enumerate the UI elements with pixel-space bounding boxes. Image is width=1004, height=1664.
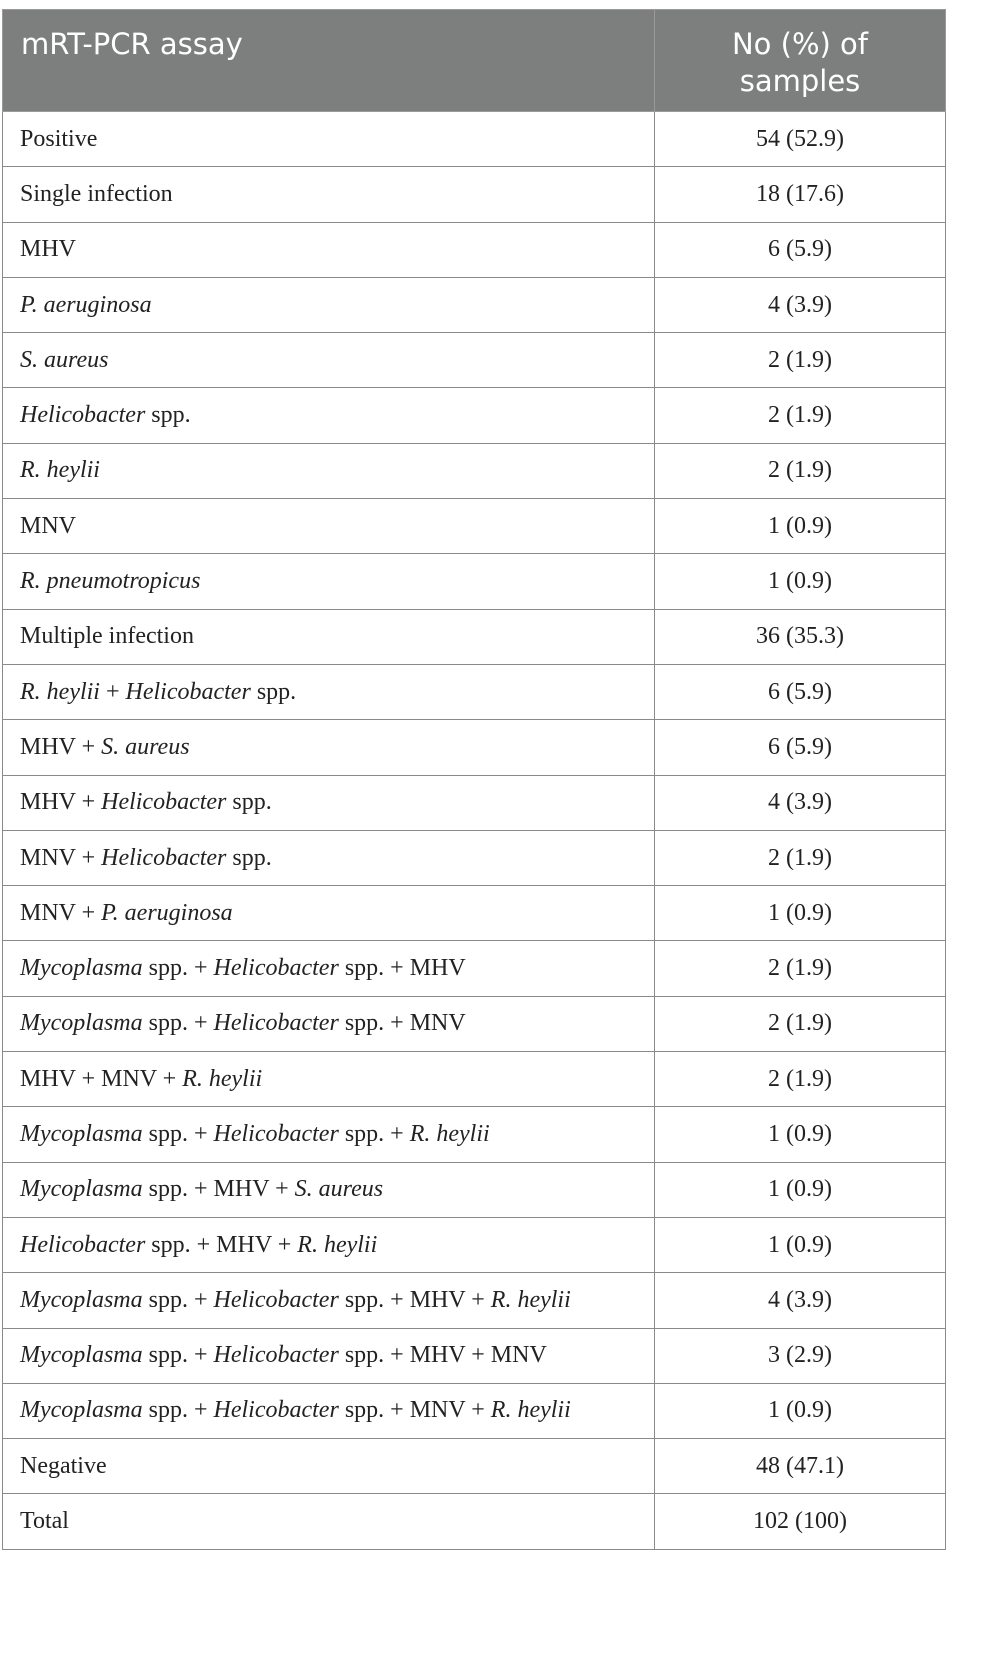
row-label <box>3 277 655 332</box>
row-label <box>3 996 655 1051</box>
label-segment: MHV <box>20 236 77 263</box>
label-segment: MNV + <box>20 899 102 926</box>
row-value: 1 (0.9) <box>655 886 946 941</box>
label-segment-italic: R. heylii <box>409 1120 490 1147</box>
table-row <box>3 720 946 775</box>
label-segment: Single infection <box>20 180 173 207</box>
row-label <box>3 499 655 554</box>
row-label <box>3 222 655 277</box>
table-row <box>3 830 946 885</box>
row-label <box>3 1494 655 1549</box>
label-segment: spp. + <box>142 1120 214 1147</box>
label-segment-italic: P. aeruginosa <box>20 291 152 318</box>
label-segment-italic: Helicobacter <box>213 1342 339 1369</box>
table-header <box>3 10 946 112</box>
label-segment: MHV + MNV + <box>20 1065 183 1092</box>
row-value: 3 (2.9) <box>655 1328 946 1383</box>
label-segment: spp. + MHV + <box>142 1176 295 1203</box>
row-value: 1 (0.9) <box>655 1217 946 1272</box>
label-segment: Total <box>20 1508 69 1535</box>
row-value: 1 (0.9) <box>655 1107 946 1162</box>
table-row <box>3 664 946 719</box>
table-row <box>3 1107 946 1162</box>
label-segment: MHV + <box>20 789 102 816</box>
label-segment-italic: R. heylii <box>182 1065 263 1092</box>
header-samples-line2: samples <box>739 64 861 98</box>
label-segment-italic: Mycoplasma <box>20 1286 143 1313</box>
label-segment-italic: S. aureus <box>20 346 109 373</box>
row-value: 6 (5.9) <box>655 222 946 277</box>
row-value: 1 (0.9) <box>655 554 946 609</box>
label-segment: Negative <box>20 1452 107 1479</box>
table-row <box>3 1439 946 1494</box>
label-segment-italic: Helicobacter <box>213 1010 339 1037</box>
table-row <box>3 1494 946 1549</box>
label-segment-italic: S. aureus <box>294 1176 384 1203</box>
table-row <box>3 333 946 388</box>
table-row <box>3 886 946 941</box>
label-segment-italic: Mycoplasma <box>20 1010 143 1037</box>
row-value: 6 (5.9) <box>655 720 946 775</box>
label-segment: spp. <box>226 844 272 871</box>
label-segment-italic: R. heylii <box>490 1286 571 1313</box>
row-label <box>3 720 655 775</box>
row-label <box>3 443 655 498</box>
label-segment: MNV <box>20 512 77 539</box>
row-label <box>3 388 655 443</box>
row-value: 18 (17.6) <box>655 167 946 222</box>
label-segment-italic: R. heylii <box>20 457 100 484</box>
label-segment-italic: Helicobacter <box>213 1286 339 1313</box>
table-row <box>3 609 946 664</box>
table-row <box>3 941 946 996</box>
row-label <box>3 775 655 830</box>
label-segment: spp. + <box>142 1397 214 1424</box>
label-segment: spp. + <box>142 1342 214 1369</box>
table-row <box>3 1052 946 1107</box>
label-segment-italic: Helicobacter <box>20 402 146 429</box>
row-value: 4 (3.9) <box>655 277 946 332</box>
label-segment-italic: R. heylii <box>297 1231 378 1258</box>
label-segment-italic: R. pneumotropicus <box>20 568 201 595</box>
row-label <box>3 941 655 996</box>
row-value: 2 (1.9) <box>655 333 946 388</box>
label-segment-italic: Mycoplasma <box>20 1342 143 1369</box>
row-value: 6 (5.9) <box>655 664 946 719</box>
row-value: 2 (1.9) <box>655 941 946 996</box>
row-value: 2 (1.9) <box>655 388 946 443</box>
header-samples-line1: No (%) of <box>731 27 868 61</box>
table-row <box>3 1273 946 1328</box>
row-label <box>3 1273 655 1328</box>
label-segment-italic: P. aeruginosa <box>101 899 233 926</box>
table-row <box>3 1383 946 1438</box>
label-segment-italic: Mycoplasma <box>20 1176 143 1203</box>
row-label <box>3 167 655 222</box>
row-value: 2 (1.9) <box>655 996 946 1051</box>
label-segment: Multiple infection <box>20 623 194 650</box>
row-label <box>3 830 655 885</box>
row-value: 2 (1.9) <box>655 830 946 885</box>
table-row <box>3 499 946 554</box>
label-segment: spp. + <box>142 955 214 982</box>
row-value: 48 (47.1) <box>655 1439 946 1494</box>
table-row <box>3 775 946 830</box>
table-row <box>3 554 946 609</box>
label-segment: Positive <box>20 125 98 152</box>
row-value: 54 (52.9) <box>655 112 946 167</box>
table-row <box>3 222 946 277</box>
row-value: 1 (0.9) <box>655 1383 946 1438</box>
row-label <box>3 1383 655 1438</box>
label-segment: + <box>99 678 126 705</box>
row-value: 2 (1.9) <box>655 1052 946 1107</box>
header-samples <box>655 10 946 112</box>
row-value: 1 (0.9) <box>655 499 946 554</box>
row-label <box>3 333 655 388</box>
label-segment-italic: Helicobacter <box>101 789 227 816</box>
label-segment-italic: S. aureus <box>101 733 190 760</box>
header-assay: mRT-PCR assay <box>3 10 655 112</box>
table-row <box>3 1217 946 1272</box>
row-value: 1 (0.9) <box>655 1162 946 1217</box>
table-row <box>3 996 946 1051</box>
row-label <box>3 112 655 167</box>
label-segment-italic: R. heylii <box>20 678 100 705</box>
table-row <box>3 1328 946 1383</box>
label-segment: spp. + MHV + MNV <box>338 1342 547 1369</box>
label-segment-italic: Helicobacter <box>101 844 227 871</box>
row-value: 2 (1.9) <box>655 443 946 498</box>
label-segment-italic: Helicobacter <box>20 1231 146 1258</box>
label-segment: spp. + <box>338 1120 410 1147</box>
label-segment: MNV + <box>20 844 102 871</box>
row-label <box>3 1162 655 1217</box>
row-label <box>3 664 655 719</box>
row-value: 4 (3.9) <box>655 1273 946 1328</box>
label-segment: MHV + <box>20 733 102 760</box>
label-segment-italic: Helicobacter <box>125 678 251 705</box>
results-table <box>2 9 946 1550</box>
row-value: 36 (35.3) <box>655 609 946 664</box>
label-segment: spp. + <box>142 1286 214 1313</box>
label-segment: spp. + MNV <box>338 1010 466 1037</box>
label-segment-italic: Mycoplasma <box>20 955 143 982</box>
table-row <box>3 443 946 498</box>
row-label <box>3 1439 655 1494</box>
label-segment: spp. + MHV <box>338 955 466 982</box>
label-segment: spp. + MNV + <box>338 1397 491 1424</box>
label-segment: spp. <box>226 789 272 816</box>
table-row <box>3 277 946 332</box>
table-row <box>3 167 946 222</box>
label-segment-italic: Helicobacter <box>213 955 339 982</box>
label-segment-italic: Mycoplasma <box>20 1120 143 1147</box>
label-segment: spp. <box>250 678 297 705</box>
table-row <box>3 1162 946 1217</box>
label-segment: spp. + MHV + <box>338 1286 491 1313</box>
row-label <box>3 1052 655 1107</box>
row-value: 102 (100) <box>655 1494 946 1549</box>
label-segment: spp. + MHV + <box>145 1231 298 1258</box>
table-row <box>3 388 946 443</box>
label-segment: spp. + <box>142 1010 214 1037</box>
label-segment-italic: Mycoplasma <box>20 1397 143 1424</box>
label-segment: spp. <box>145 402 191 429</box>
table-row <box>3 112 946 167</box>
row-label <box>3 1107 655 1162</box>
label-segment-italic: Helicobacter <box>213 1120 339 1147</box>
label-segment-italic: R. heylii <box>490 1397 571 1424</box>
row-label <box>3 1328 655 1383</box>
label-segment-italic: Helicobacter <box>213 1397 339 1424</box>
row-label <box>3 609 655 664</box>
row-label <box>3 1217 655 1272</box>
row-label <box>3 554 655 609</box>
table-body <box>3 112 946 1550</box>
row-label <box>3 886 655 941</box>
row-value: 4 (3.9) <box>655 775 946 830</box>
header-row <box>3 10 946 112</box>
